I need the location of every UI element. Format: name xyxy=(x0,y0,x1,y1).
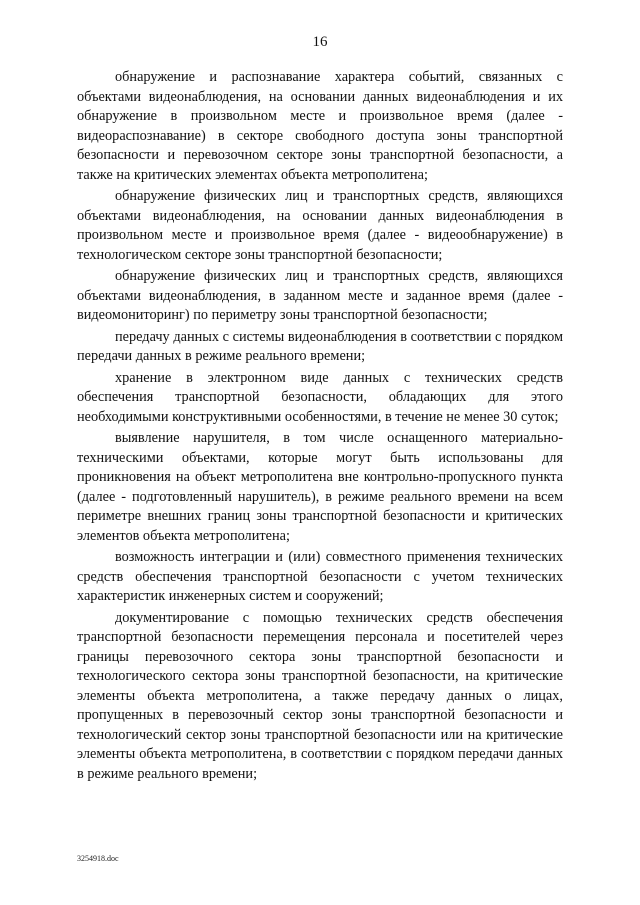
paragraph-video-detection: обнаружение физических лиц и транспортных средств, являющихся объектами видеонаблюдения, на основании данных видеонаблюдения в произвольном месте и произвольное время (далее - видеообнаружение) в технологическом секторе зоны транспортной безопасности; xyxy=(77,188,563,263)
paragraph-data-storage: хранение в электронном виде данных с технических средств обеспечения транспортной безопасности, обладающих для этого необходимыми конструктивными особенностями, в течение не менее 30 суток; xyxy=(77,369,563,425)
paragraph-video-monitoring: обнаружение физических лиц и транспортных средств, являющихся объектами видеонаблюдения, в заданном месте и заданное время (далее - видеомониторинг) по периметру зоны транспортной безопасности; xyxy=(77,268,563,323)
paragraph-documenting: документирование с помощью технических средств обеспечения транспортной безопасности перемещения персонала и посетителей через границы перевозочного сектора зоны транспортной безопасности и технологического сектора зоны транспортной безопасности, на критические элементы объекта метрополитена, а также передачу данных о лицах, пропущенных в перевозочный сектор зоны транспортной безопасности и технологический сектор зоны транспортной безопасности или на критические элементы объекта метрополитена, в соответствии с порядком передачи данных в режиме реального времени; xyxy=(77,609,563,782)
page-number: 16 xyxy=(312,34,328,50)
document-body xyxy=(77,68,563,784)
paragraph-data-transfer: передачу данных с системы видеонаблюдения в соответствии с порядком передачи данных в режиме реального времени; xyxy=(77,328,563,364)
footer-file-name: 3254918.doc xyxy=(77,854,119,863)
paragraph-intruder-detection: выявление нарушителя, в том числе оснащенного материально-техническими объектами, которые могут быть использованы для проникновения на объект метрополитена вне контрольно-пропускного пункта (далее - подготовленный нарушитель), в режиме реального времени на всем периметре внешних границ зоны транспортной безопасности и критических элементов объекта метрополитена; xyxy=(77,430,563,544)
paragraph-video-recognition: обнаружение и распознавание характера событий, связанных с объектами видеонаблюдения, на основании данных видеонаблюдения и их обнаружение в произвольном месте и произвольное время (далее - видеораспознавание) в секторе свободного доступа зоны транспортной безопасности и перевозочном секторе зоны транспортной безопасности, а также на критических элементах объекта метрополитена; xyxy=(77,69,563,183)
paragraph-integration: возможность интеграции и (или) совместного применения технических средств обеспечения транспортной безопасности с учетом технических характеристик инженерных систем и сооружений; xyxy=(77,549,563,604)
